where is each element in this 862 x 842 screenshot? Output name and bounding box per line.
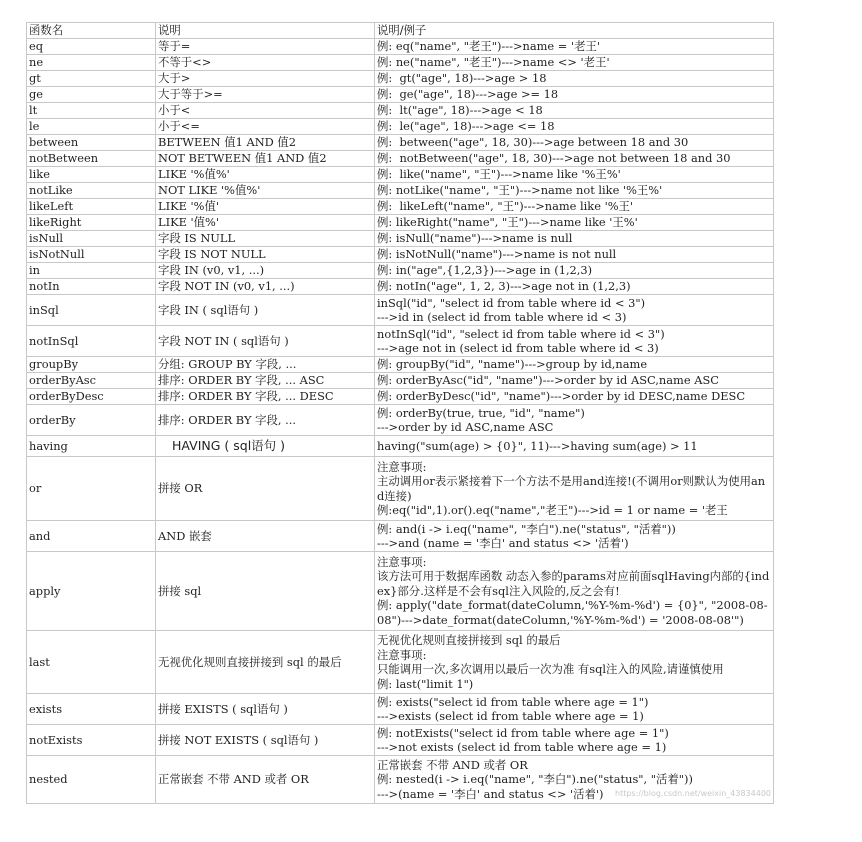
function-name-cell: in <box>27 263 156 279</box>
description-cell: 拼接 NOT EXISTS ( sql语句 ) <box>156 725 375 756</box>
example-cell: having("sum(age) > {0}", 11)--->having sum(age) > 11 <box>375 436 774 457</box>
description-cell: 字段 IN ( sql语句 ) <box>156 295 375 326</box>
function-name-cell: notLike <box>27 183 156 199</box>
description-cell: NOT BETWEEN 值1 AND 值2 <box>156 151 375 167</box>
table-row <box>27 87 774 103</box>
function-name-cell: last <box>27 631 156 694</box>
example-cell: 例: orderByDesc("id", "name")--->order by id DESC,name DESC <box>375 389 774 405</box>
example-cell: 注意事项: 该方法可用于数据库函数 动态入参的params对应前面sqlHaving内部的{index}部分.这样是不会有sql注入风险的,反之会有! 例: apply("date_format(dateColumn,'%Y-%m-%d') = {0}", "2008-08-08")--->date_format(dateColumn,'%Y-%m-%d') = '2008-08-08'") <box>375 552 774 631</box>
header-function-name: 函数名 <box>27 23 156 39</box>
function-name-cell: orderBy <box>27 405 156 436</box>
function-table <box>26 22 774 804</box>
example-cell: 例: eq("name", "老王")--->name = '老王' <box>375 39 774 55</box>
header-example: 说明/例子 <box>375 23 774 39</box>
example-cell: 例: likeRight("name", "王")--->name like '王%' <box>375 215 774 231</box>
example-cell: 例: exists("select id from table where age = 1") --->exists (select id from table where age = 1) <box>375 694 774 725</box>
table-row <box>27 631 774 694</box>
description-cell: 拼接 sql <box>156 552 375 631</box>
example-cell: 例: in("age",{1,2,3})--->age in (1,2,3) <box>375 263 774 279</box>
table-row <box>27 247 774 263</box>
description-cell: 排序: ORDER BY 字段, ... DESC <box>156 389 375 405</box>
function-name-cell: having <box>27 436 156 457</box>
function-name-cell: isNotNull <box>27 247 156 263</box>
function-name-cell: eq <box>27 39 156 55</box>
table-row <box>27 279 774 295</box>
table-row <box>27 521 774 552</box>
example-cell: 例: le("age", 18)--->age <= 18 <box>375 119 774 135</box>
table-row <box>27 405 774 436</box>
description-cell: LIKE '%值' <box>156 199 375 215</box>
description-cell: 排序: ORDER BY 字段, ... <box>156 405 375 436</box>
function-name-cell: notExists <box>27 725 156 756</box>
example-cell: 正常嵌套 不带 AND 或者 OR 例: nested(i -> i.eq("name", "李白").ne("status", "活着")) --->(name = '李白' and status <> '活着') <box>375 756 774 804</box>
function-name-cell: gt <box>27 71 156 87</box>
function-name-cell: orderByAsc <box>27 373 156 389</box>
example-cell: 例: orderByAsc("id", "name")--->order by id ASC,name ASC <box>375 373 774 389</box>
function-name-cell: notInSql <box>27 326 156 357</box>
example-cell: notInSql("id", "select id from table where id < 3") --->age not in (select id from table where id < 3) <box>375 326 774 357</box>
function-name-cell: lt <box>27 103 156 119</box>
table-row <box>27 552 774 631</box>
table-row <box>27 55 774 71</box>
table-row <box>27 373 774 389</box>
table-row <box>27 694 774 725</box>
description-cell: 字段 NOT IN ( sql语句 ) <box>156 326 375 357</box>
table-row <box>27 199 774 215</box>
table-row <box>27 295 774 326</box>
description-cell: 正常嵌套 不带 AND 或者 OR <box>156 756 375 804</box>
table-row <box>27 326 774 357</box>
example-cell: 注意事项: 主动调用or表示紧接着下一个方法不是用and连接!(不调用or则默认为使用and连接) 例:eq("id",1).or().eq("name","老王")--->id = 1 or name = '老王 <box>375 457 774 521</box>
function-name-cell: notBetween <box>27 151 156 167</box>
example-cell: 例: orderBy(true, true, "id", "name") --->order by id ASC,name ASC <box>375 405 774 436</box>
function-name-cell: nested <box>27 756 156 804</box>
example-cell: 例: like("name", "王")--->name like '%王%' <box>375 167 774 183</box>
description-cell: 不等于<> <box>156 55 375 71</box>
description-cell: BETWEEN 值1 AND 值2 <box>156 135 375 151</box>
example-cell: inSql("id", "select id from table where id < 3") --->id in (select id from table where id < 3) <box>375 295 774 326</box>
function-name-cell: inSql <box>27 295 156 326</box>
description-cell: 大于等于>= <box>156 87 375 103</box>
table-row <box>27 167 774 183</box>
function-name-cell: notIn <box>27 279 156 295</box>
description-cell: LIKE '值%' <box>156 215 375 231</box>
example-cell: 例: isNotNull("name")--->name is not null <box>375 247 774 263</box>
table-row <box>27 725 774 756</box>
function-name-cell: orderByDesc <box>27 389 156 405</box>
function-name-cell: groupBy <box>27 357 156 373</box>
function-name-cell: or <box>27 457 156 521</box>
table-row <box>27 231 774 247</box>
table-row <box>27 357 774 373</box>
description-cell: 拼接 EXISTS ( sql语句 ) <box>156 694 375 725</box>
example-cell: 例: gt("age", 18)--->age > 18 <box>375 71 774 87</box>
description-cell: 等于= <box>156 39 375 55</box>
function-name-cell: apply <box>27 552 156 631</box>
table-row <box>27 119 774 135</box>
description-cell: 字段 IS NOT NULL <box>156 247 375 263</box>
table-header-row <box>27 23 774 39</box>
table-row <box>27 183 774 199</box>
watermark: https://blog.csdn.net/weixin_43834400 <box>615 789 772 798</box>
description-cell: AND 嵌套 <box>156 521 375 552</box>
description-cell: LIKE '%值%' <box>156 167 375 183</box>
table-row <box>27 135 774 151</box>
description-cell: 无视优化规则直接拼接到 sql 的最后 <box>156 631 375 694</box>
example-cell: 例: notIn("age", 1, 2, 3)--->age not in (1,2,3) <box>375 279 774 295</box>
example-cell: 例: notExists("select id from table where age = 1") --->not exists (select id from table where age = 1) <box>375 725 774 756</box>
description-cell: 小于<= <box>156 119 375 135</box>
function-name-cell: exists <box>27 694 156 725</box>
description-cell: HAVING ( sql语句 ) <box>156 436 375 457</box>
function-name-cell: likeRight <box>27 215 156 231</box>
example-cell: 例: and(i -> i.eq("name", "李白").ne("status", "活着")) --->and (name = '李白' and status <> '活着') <box>375 521 774 552</box>
function-name-cell: ne <box>27 55 156 71</box>
description-cell: 大于> <box>156 71 375 87</box>
example-cell: 例: notLike("name", "王")--->name not like '%王%' <box>375 183 774 199</box>
table-row <box>27 457 774 521</box>
function-name-cell: le <box>27 119 156 135</box>
function-name-cell: ge <box>27 87 156 103</box>
description-cell: 拼接 OR <box>156 457 375 521</box>
table-row <box>27 436 774 457</box>
example-cell: 例: ne("name", "老王")--->name <> '老王' <box>375 55 774 71</box>
description-cell: 字段 IS NULL <box>156 231 375 247</box>
example-cell: 例: likeLeft("name", "王")--->name like '%王' <box>375 199 774 215</box>
function-name-cell: likeLeft <box>27 199 156 215</box>
table-row <box>27 103 774 119</box>
example-cell: 例: notBetween("age", 18, 30)--->age not between 18 and 30 <box>375 151 774 167</box>
example-cell: 例: isNull("name")--->name is null <box>375 231 774 247</box>
example-cell: 无视优化规则直接拼接到 sql 的最后 注意事项: 只能调用一次,多次调用以最后一次为准 有sql注入的风险,请谨慎使用 例: last("limit 1") <box>375 631 774 694</box>
example-cell: 例: between("age", 18, 30)--->age between 18 and 30 <box>375 135 774 151</box>
example-cell: 例: groupBy("id", "name")--->group by id,name <box>375 357 774 373</box>
description-cell: 排序: ORDER BY 字段, ... ASC <box>156 373 375 389</box>
example-cell: 例: lt("age", 18)--->age < 18 <box>375 103 774 119</box>
table-row <box>27 151 774 167</box>
table-row <box>27 71 774 87</box>
function-name-cell: like <box>27 167 156 183</box>
table-body <box>27 39 774 804</box>
function-name-cell: and <box>27 521 156 552</box>
function-name-cell: between <box>27 135 156 151</box>
description-cell: 分组: GROUP BY 字段, ... <box>156 357 375 373</box>
header-description: 说明 <box>156 23 375 39</box>
example-cell: 例: ge("age", 18)--->age >= 18 <box>375 87 774 103</box>
table-row <box>27 215 774 231</box>
function-name-cell: isNull <box>27 231 156 247</box>
description-cell: NOT LIKE '%值%' <box>156 183 375 199</box>
description-cell: 小于< <box>156 103 375 119</box>
table-row <box>27 389 774 405</box>
table-row <box>27 39 774 55</box>
table-row <box>27 263 774 279</box>
description-cell: 字段 NOT IN (v0, v1, ...) <box>156 279 375 295</box>
description-cell: 字段 IN (v0, v1, ...) <box>156 263 375 279</box>
